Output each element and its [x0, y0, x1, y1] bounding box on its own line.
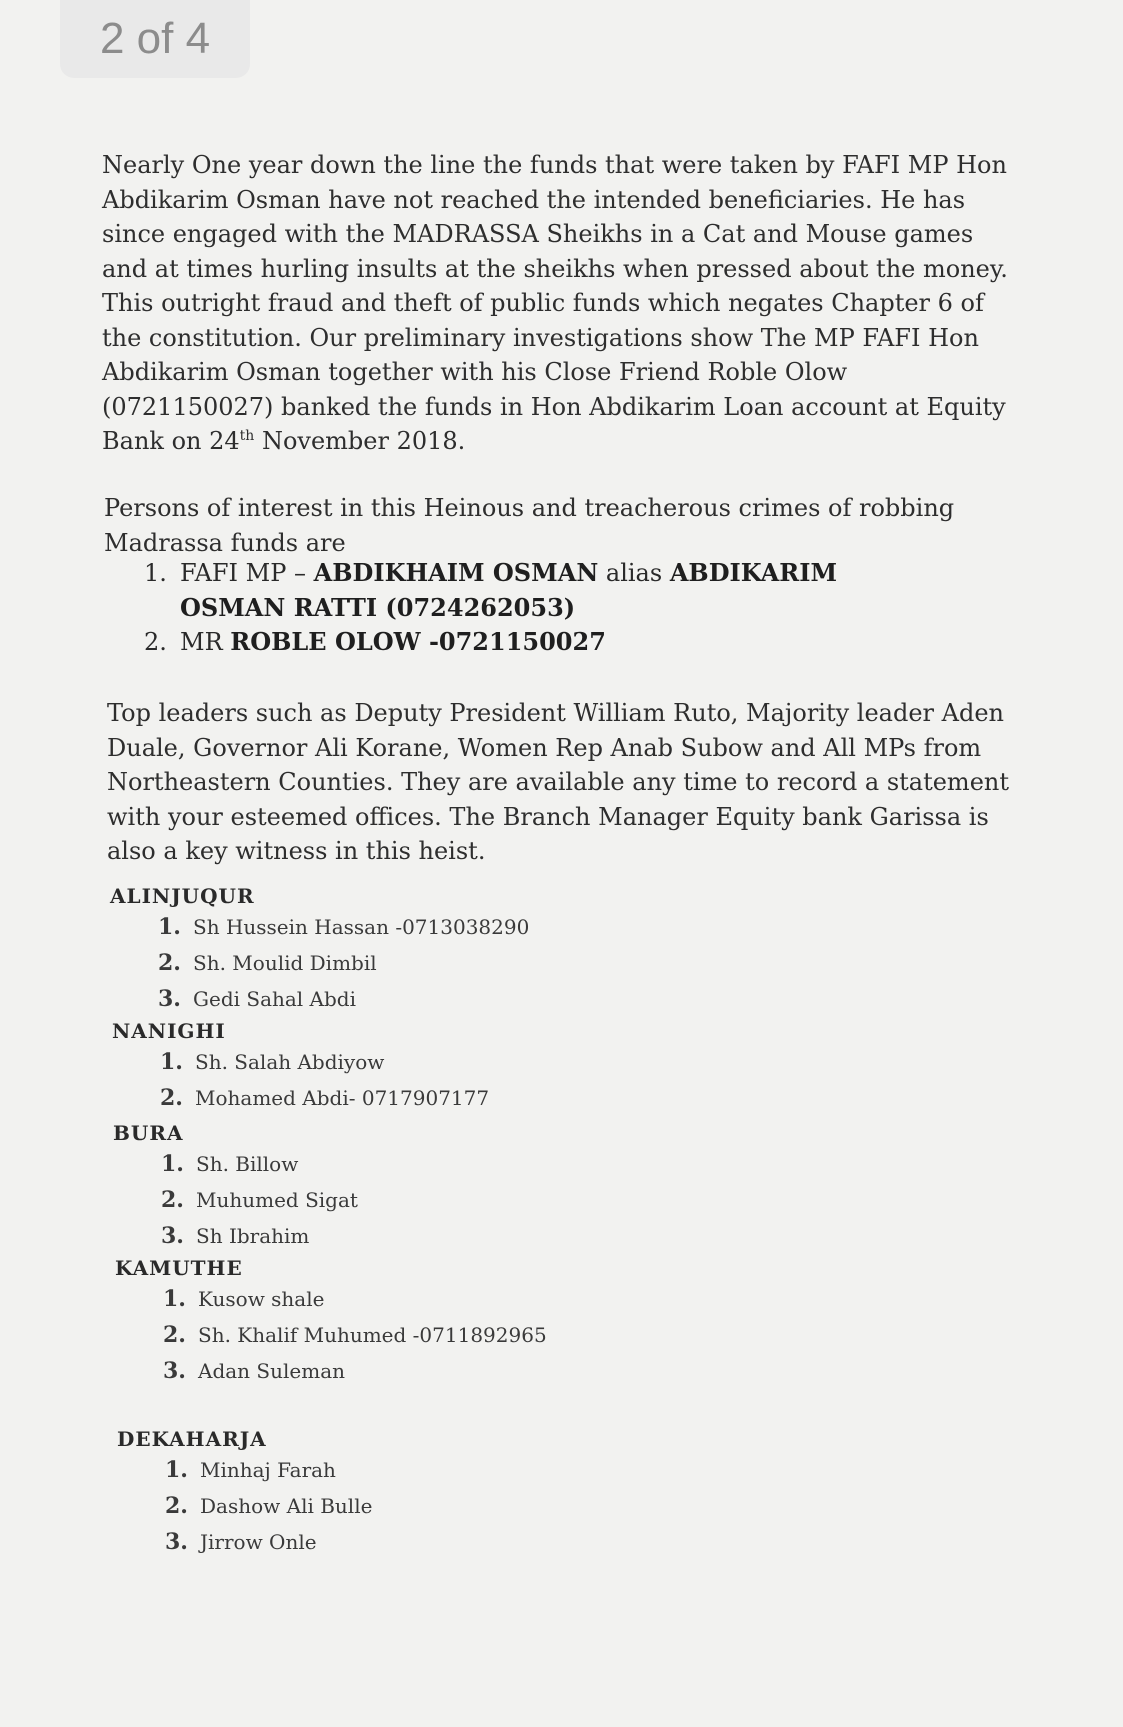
list-item-text: Mohamed Abdi- 0717907177 — [195, 1086, 490, 1110]
list-number: 3. — [158, 986, 181, 1012]
list-item — [165, 1452, 372, 1488]
section-list — [115, 1281, 547, 1389]
list-item — [165, 1524, 372, 1560]
list-number: 2. — [165, 1493, 188, 1519]
list-number: 2. — [161, 1187, 184, 1213]
section-bura — [113, 1120, 358, 1254]
list-item-text: Sh. Khalif Muhumed -0711892965 — [198, 1323, 547, 1347]
list-number: 1. — [161, 1151, 184, 1177]
list-item-text: Sh Hussein Hassan -0713038290 — [193, 915, 530, 939]
suspects-list — [144, 556, 940, 660]
section-list — [112, 1044, 489, 1116]
list-number: 2. — [160, 1085, 183, 1111]
list-number: 3. — [165, 1529, 188, 1555]
list-item — [163, 1353, 547, 1389]
suspect-item — [144, 556, 940, 625]
list-item — [165, 1488, 372, 1524]
list-number: 1. — [158, 914, 181, 940]
paragraph-funds-date: November 2018. — [254, 427, 466, 455]
list-item — [161, 1182, 358, 1218]
suspect-item — [144, 625, 940, 660]
list-item-text: Sh. Billow — [196, 1152, 299, 1176]
list-number: 1. — [160, 1049, 183, 1075]
list-item — [163, 1317, 547, 1353]
list-number: 1. — [144, 559, 167, 587]
section-list — [110, 909, 529, 1017]
list-item-text: Kusow shale — [198, 1287, 325, 1311]
section-nanighi — [112, 1018, 489, 1116]
suspect-prefix: MR — [180, 628, 231, 656]
list-item — [160, 1080, 489, 1116]
list-item-text: Sh. Salah Abdiyow — [195, 1050, 385, 1074]
suspect-text — [180, 556, 940, 625]
list-number: 3. — [163, 1358, 186, 1384]
list-item — [158, 909, 529, 945]
page-indicator: 2 of 4 — [60, 0, 250, 78]
list-item-text: Minhaj Farah — [200, 1458, 336, 1482]
list-item-text: Sh. Moulid Dimbil — [193, 951, 377, 975]
section-title: DEKAHARJA — [117, 1427, 267, 1451]
list-number: 2. — [163, 1322, 186, 1348]
suspect-prefix: FAFI MP – — [180, 559, 314, 587]
section-title: BURA — [113, 1121, 184, 1145]
suspect-name: ABDIKHAIM OSMAN — [313, 558, 599, 587]
section-title: NANIGHI — [112, 1019, 226, 1043]
paragraph-funds-text: Nearly One year down the line the funds that were taken by FAFI MP Hon Abdikarim Osman have not reached the intended beneficiaries. He has since engaged with the MADRASSA Sheikhs in a Cat and Mouse games and at times hurling insults at the sheikhs when pressed about the money. This outright fraud and theft of public funds which negates Chapter 6 of the constitution. Our preliminary investigations show The MP FAFI Hon Abdikarim Osman together with his Close Friend Roble Olow (0721150027) banked the funds in Hon Abdikarim Loan account at Equity Bank on 24 — [102, 151, 1008, 455]
list-item — [163, 1281, 547, 1317]
list-item-text: Adan Suleman — [198, 1359, 345, 1383]
suspect-alias-label: alias — [598, 559, 670, 587]
list-item-text: Jirrow Onle — [200, 1530, 317, 1554]
section-kamuthe — [115, 1255, 547, 1389]
section-title: ALINJUQUR — [110, 884, 255, 908]
section-alinjuqur — [110, 883, 529, 1017]
list-number: 2. — [144, 628, 167, 656]
section-list — [117, 1452, 372, 1560]
list-item-text: Muhumed Sigat — [196, 1188, 358, 1212]
paragraph-funds — [102, 148, 1012, 459]
list-number: 2. — [158, 950, 181, 976]
list-item — [160, 1044, 489, 1080]
list-item-text: Dashow Ali Bulle — [200, 1494, 373, 1518]
list-item — [158, 945, 529, 981]
superscript-th: th — [239, 428, 255, 444]
list-item-text: Sh Ibrahim — [196, 1224, 310, 1248]
list-number: 1. — [165, 1457, 188, 1483]
paragraph-persons-of-interest: Persons of interest in this Heinous and treacherous crimes of robbing Madrassa funds are — [104, 494, 955, 557]
list-number: 1. — [163, 1286, 186, 1312]
suspect-text — [180, 625, 606, 660]
list-item — [158, 981, 529, 1017]
suspect-alias: ABDIKARIM OSMAN RATTI (0724262053) — [180, 558, 838, 622]
section-list — [113, 1146, 358, 1254]
suspect-name: ROBLE OLOW -0721150027 — [230, 627, 606, 656]
list-item-text: Gedi Sahal Abdi — [193, 987, 356, 1011]
section-title: KAMUTHE — [115, 1256, 243, 1280]
list-item — [161, 1146, 358, 1182]
list-number: 3. — [161, 1223, 184, 1249]
list-item — [161, 1218, 358, 1254]
paragraph-witnesses: Top leaders such as Deputy President William Ruto, Majority leader Aden Duale, Governor Ali Korane, Women Rep Anab Subow and All MPs from Northeastern Counties. They are available any time to record a statement with your esteemed offices. The Branch Manager Equity bank Garissa is also a key witness in this heist. — [107, 699, 1009, 865]
section-dekaharja — [117, 1426, 372, 1560]
